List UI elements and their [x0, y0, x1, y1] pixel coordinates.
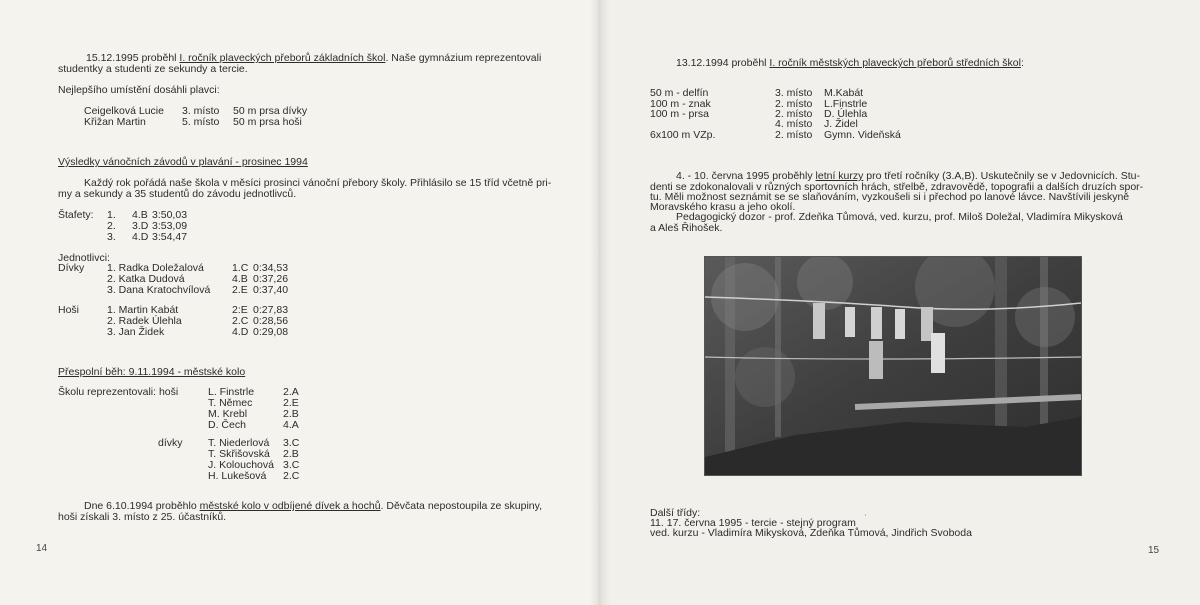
xc-girl-4: H. Lukešová [208, 470, 267, 482]
result-who-5: Gymn. Videňská [824, 129, 901, 141]
rope-course-photo [704, 256, 1082, 476]
other-classes-line1: 11. 17. června 1995 - tercie - stejný program [650, 517, 856, 529]
photo-image [705, 257, 1081, 475]
boy-name-3: 3. Jan Židek [107, 326, 165, 338]
right-p1 [676, 58, 1024, 69]
xc-boy-class-3: 2.B [283, 408, 299, 420]
boy-time-3: 0:29,08 [253, 326, 289, 338]
girls-label: Dívky [58, 262, 85, 274]
result-event-1: 50 m - delfín [650, 87, 709, 99]
xc-girl-class-2: 2.B [283, 448, 299, 460]
result-who-3: D. Úlehla [824, 108, 868, 120]
text: : [1020, 57, 1024, 69]
result-who-2: L.Finstrle [824, 98, 868, 110]
girl-name-2: 2. Katka Dudová [107, 273, 185, 285]
individuals-label: Jednotlivci: [58, 252, 110, 264]
boy-class-2: 2.C [232, 315, 249, 327]
camp-line5: Pedagogický dozor - prof. Zdeňka Tůmová, ved. kurzu, prof. Miloš Doležal, Vladimíra Mikysková [676, 211, 1123, 223]
result-who-4: J. Židel [824, 118, 858, 130]
underlined-title: I. ročník plaveckých přeborů základních škol [179, 52, 386, 64]
girl-time-1: 0:34,53 [253, 262, 289, 274]
xc-girl-1: T. Niederlová [208, 437, 270, 449]
text: Dne 6.10.1994 proběhlo [84, 500, 200, 512]
relay-label: Štafety: [58, 209, 94, 221]
relay-class-1: 4.B [132, 209, 148, 221]
xc-boy-class-1: 2.A [283, 386, 299, 398]
stray-mark: ˈ [864, 513, 867, 523]
best-event-2: 50 m prsa hoši [233, 116, 302, 128]
text: . Děvčata nepostoupila ze skupiny, [380, 500, 543, 512]
camp-line3: tu. Měli možnost seznámit se se slaňováním, vyzkoušeli si i přechod po lanové lávce. Navštívili jeskyně [650, 191, 1130, 203]
result-event-2: 100 m - znak [650, 98, 711, 110]
underlined-title: I. ročník městských plaveckých přeborů středních škol [769, 57, 1021, 69]
relay-class-2: 3.D [132, 220, 149, 232]
relay-time-3: 3:54,47 [152, 231, 188, 243]
boy-name-2: 2. Radek Úlehla [107, 315, 182, 327]
xmas-heading: Výsledky vánočních závodů v plavání - prosinec 1994 [58, 156, 308, 168]
camp-line2: denti se zdokonalovali v různých sportovních hrách, střelbě, zdravovědě, topografii a dalších druzích spor- [650, 181, 1144, 193]
xc-boy-4: D. Čech [208, 419, 246, 431]
result-who-1: M.Kabát [824, 87, 864, 99]
boy-class-1: 2:E [232, 304, 248, 316]
xc-boy-class-2: 2.E [283, 397, 299, 409]
book-gutter-shadow [590, 0, 610, 605]
relay-n-3: 3. [107, 231, 116, 243]
result-place-4: 4. místo [775, 118, 813, 130]
xmas-para-line1: Každý rok pořádá naše škola v měsíci prosinci vánoční přebory školy. Přihlásilo se 15 tříd včetně pri- [84, 177, 552, 189]
text: . Naše gymnázium reprezentovali [385, 52, 542, 64]
text: 4. - 10. června 1995 proběhly [676, 170, 816, 182]
relay-n-2: 2. [107, 220, 116, 232]
xc-girl-class-3: 3.C [283, 459, 300, 471]
xc-girl-class-4: 2.C [283, 470, 300, 482]
page-number-left: 14 [36, 543, 48, 554]
best-event-1: 50 m prsa dívky [233, 105, 308, 117]
boy-name-1: 1. Martin Kabát [107, 304, 179, 316]
result-place-3: 2. místo [775, 108, 813, 120]
xc-boy-class-4: 4.A [283, 419, 299, 431]
girl-name-3: 3. Dana Kratochvílová [107, 284, 211, 296]
xc-girls-label: dívky [158, 437, 183, 449]
xmas-para-line2: my a sekundy a 35 studentů do závodu jednotlivců. [58, 188, 297, 200]
best-intro: Nejlepšího umístění dosáhli plavci: [58, 84, 220, 96]
page-left [0, 0, 598, 605]
text: pro třetí ročníky (3.A,B). Uskutečnily se v Jedovnicích. Stu- [863, 170, 1140, 182]
relay-class-3: 4.D [132, 231, 149, 243]
text: 15.12.1995 proběhl [86, 52, 180, 64]
girl-class-1: 1.C [232, 262, 249, 274]
xc-girl-class-1: 3.C [283, 437, 300, 449]
boy-class-3: 4.D [232, 326, 249, 338]
left-p1-line2: studentky a studenti ze sekundy a tercie. [58, 63, 248, 75]
relay-n-1: 1. [107, 209, 116, 221]
other-classes-line2: ved. kurzu - Vladimíra Mikysková, Zdeňka Tůmová, Jindřich Svoboda [650, 527, 972, 539]
best-name-2: Křižan Martin [84, 116, 146, 128]
relay-time-2: 3:53,09 [152, 220, 188, 232]
result-place-1: 3. místo [775, 87, 813, 99]
cross-country-heading: Přespolní běh: 9.11.1994 - městské kolo [58, 366, 246, 378]
cross-country-label: Školu reprezentovali: hoši [58, 386, 179, 398]
relay-time-1: 3:50,03 [152, 209, 188, 221]
volleyball-line2: hoši získali 3. místo z 25. účastníků. [58, 511, 227, 523]
underlined-title: městské kolo v odbíjené dívek a hochů [199, 500, 381, 512]
best-place-1: 3. místo [182, 105, 220, 117]
best-name-1: Ceigelková Lucie [84, 105, 164, 117]
camp-line4: Moravského krasu a jeho okolí. [650, 201, 796, 213]
girl-class-2: 4.B [232, 273, 248, 285]
xc-boy-1: L. Finstrle [208, 386, 255, 398]
xc-boy-2: T. Němec [208, 397, 253, 409]
result-place-2: 2. místo [775, 98, 813, 110]
xc-boy-3: M. Krebl [208, 408, 248, 420]
result-event-5: 6x100 m VZp. [650, 129, 716, 141]
boy-time-2: 0:28,56 [253, 315, 289, 327]
girl-class-3: 2.E [232, 284, 248, 296]
text: 13.12.1994 proběhl [676, 57, 770, 69]
best-place-2: 5. místo [182, 116, 220, 128]
girl-time-3: 0:37,40 [253, 284, 289, 296]
other-classes-label: Další třídy: [650, 507, 701, 519]
boy-time-1: 0:27,83 [253, 304, 289, 316]
girl-name-1: 1. Radka Doležalová [107, 262, 204, 274]
camp-line6: a Aleš Řihošek. [650, 222, 723, 234]
page-right [598, 0, 1200, 605]
page-number-right: 15 [1148, 545, 1160, 556]
boys-label: Hoši [58, 304, 80, 316]
result-place-5: 2. místo [775, 129, 813, 141]
girl-time-2: 0:37,26 [253, 273, 289, 285]
xc-girl-3: J. Kolouchová [208, 459, 274, 471]
result-event-3: 100 m - prsa [650, 108, 709, 120]
xc-girl-2: T. Skřišovská [208, 448, 270, 460]
underlined-title: letní kurzy [815, 170, 864, 182]
